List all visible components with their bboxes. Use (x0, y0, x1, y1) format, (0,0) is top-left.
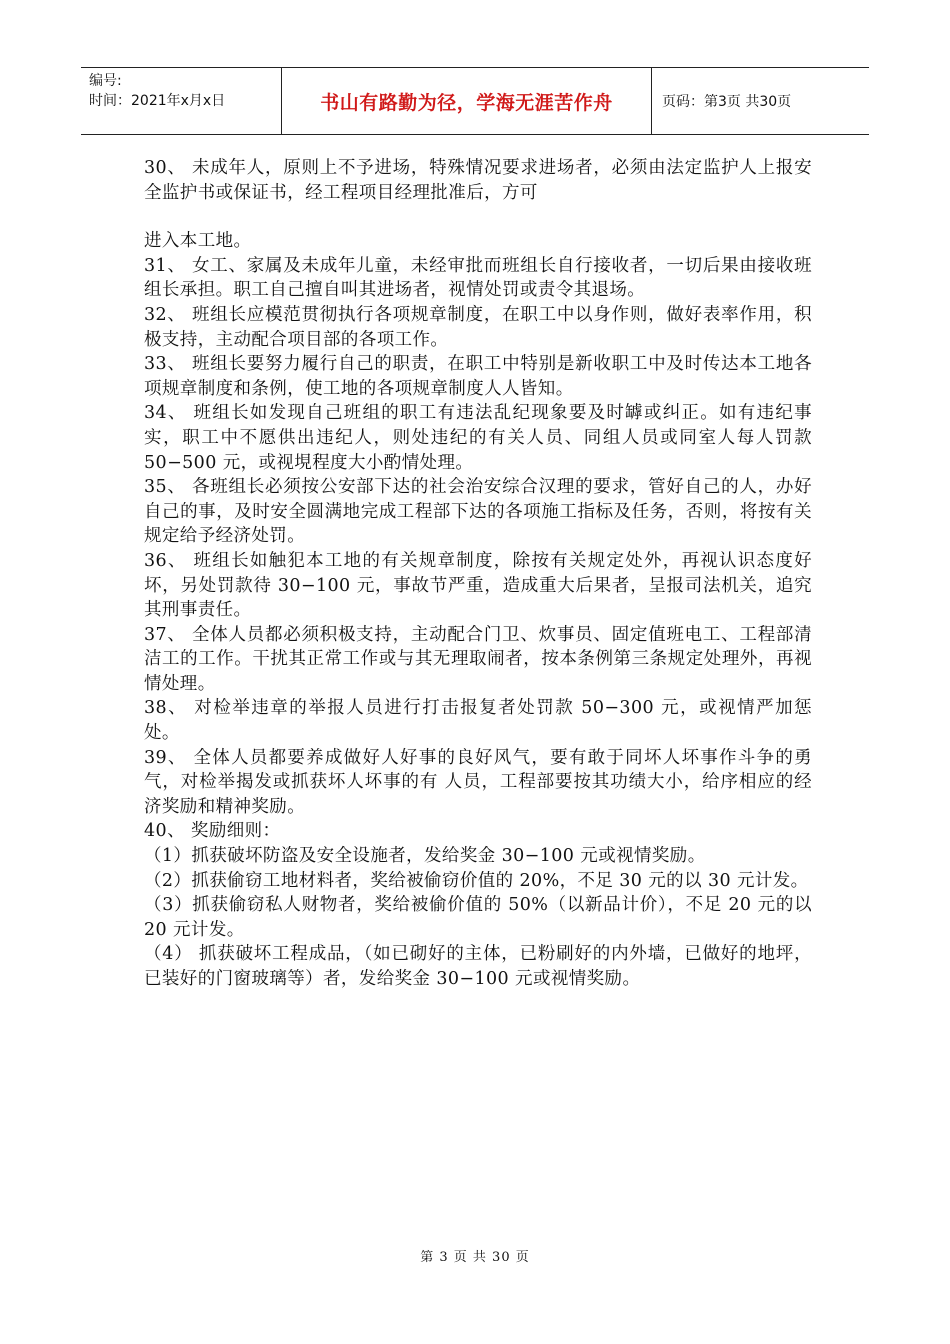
header-motto: 书山有路勤为径，学海无涯苦作舟 (282, 68, 652, 134)
header-meta (81, 68, 282, 134)
paragraph-31: 31、 女工、家属及未成年儿童，未经审批而班组长自行接收者，一切后果由接收班组长承担。职工自己擅自叫其进场者，视情处罚或责令其退场。 (144, 255, 812, 301)
reward-item-1: （1）抓获破坏防盗及安全设施者，发给奖金 30−100 元或视情奖励。 (144, 846, 706, 867)
paragraph-30-continued: 进入本工地。 (144, 231, 252, 252)
paragraph-39: 39、 全体人员都要养成做好人好事的良好风气，要有敢于同坏人坏事作斗争的勇气，对检举揭发或抓获坏人坏事的有 人员，工程部要按其功绩大小，给序相应的经济奖励和精神奖励。 (144, 747, 812, 817)
paragraph-38: 38、 对检举违章的举报人员进行打击报复者处罚款 50−300 元，或视情严加惩处。 (144, 698, 812, 744)
paragraph-30: 30、 未成年人，原则上不予进场，特殊情况要求进场者，必须由法定监护人上报安全监护书或保证书，经工程项目经理批准后，方可 (144, 158, 812, 203)
paragraph-36: 36、 班组长如触犯本工地的有关规章制度，除按有关规定处外，再视认识态度好坏，另处罚款待 30−100 元，事故节严重，造成重大后果者，呈报司法机关，追究其刑事责任。 (144, 550, 812, 621)
reward-item-4: （4） 抓获破坏工程成品，（如已砌好的主体，已粉刷好的内外墙，已做好的地坪，已装好的门窗玻璃等）者，发给奖金 30−100 元或视情奖励。 (144, 944, 812, 989)
paragraph-35: 35、 各班组长必须按公安部下达的社会治安综合汉理的要求，管好自己的人，办好自己的事，及时安全圆满地完成工程部下达的各项施工指标及任务，否则，将按有关规定给予经济处罚。 (144, 477, 812, 547)
reward-item-3: （3）抓获偷窃私人财物者，奖给被偷价值的 50%（以新品计价），不足 20 元的以 20 元计发。 (144, 895, 812, 940)
paragraph-40: 40、 奖励细则： (144, 821, 281, 842)
paragraph-34: 34、 班组长如发现自己班组的职工有违法乱纪现象要及时罅或纠正。如有违纪事实，职工中不愿供出违纪人，则处违纪的有关人员、同组人员或同室人每人罚款 50−500 元，或视垷程度大小酌情处理。 (144, 403, 812, 473)
document-date: 时间：2021年x月x日 (89, 93, 226, 109)
page-footer: 第 3 页 共 30 页 (420, 1250, 530, 1265)
paragraph-33: 33、 班组长要努力履行自己的职责，在职工中特别是新收职工中及时传达本工地各项规章制度和条例，使工地的各项规章制度人人皆知。 (144, 354, 812, 399)
reward-item-2: （2）抓获偷窃工地材料者，奖给被偷窃价值的 20%，不足 30 元的以 30 元计发。 (144, 870, 809, 891)
header-page-number: 页码：第3页 共30页 (662, 94, 792, 110)
document-number-label: 编号: (89, 73, 122, 89)
document-body (144, 156, 812, 992)
page-header (81, 67, 869, 135)
paragraph-37: 37、 全体人员都必须积极支持，主动配合门卫、炊事员、固定值班电工、工程部清洁工的工作。干扰其正常工作或与其无理取闹者，按本条例第三条规定处理外，再视情处理。 (144, 624, 812, 694)
paragraph-32: 32、 班组长应模范贯彻执行各项规章制度，在职工中以身作则，做好表率作用，积极支持，主动配合项目部的各项工作。 (144, 304, 812, 350)
